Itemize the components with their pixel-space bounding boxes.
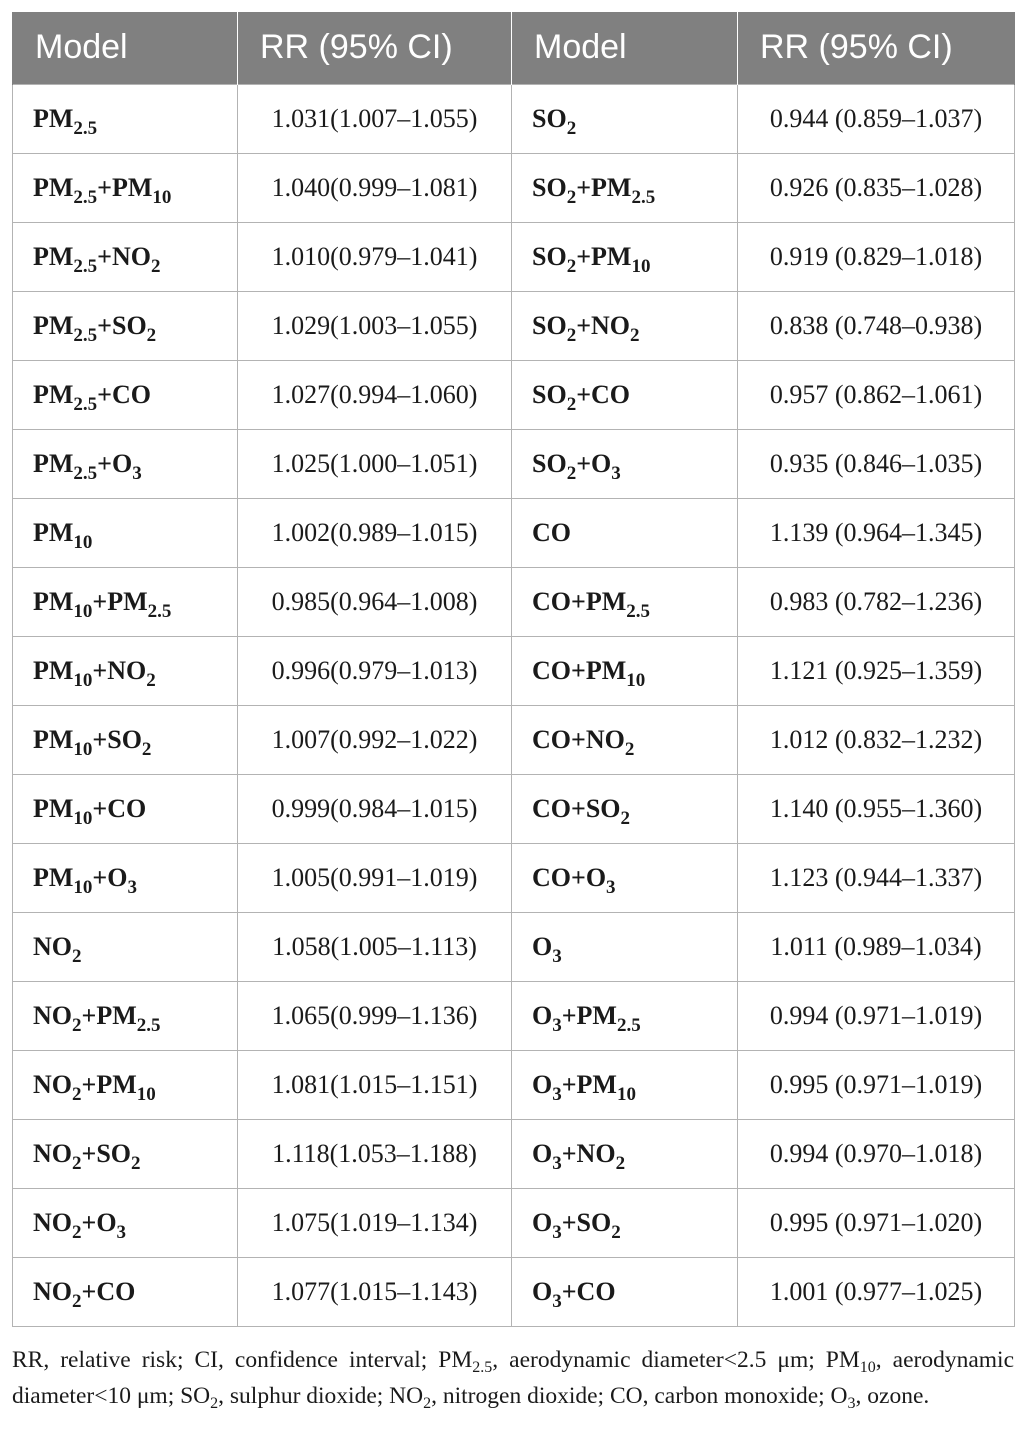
- formula-subscript: 3: [606, 876, 616, 898]
- header-rr-left: RR (95% CI): [238, 12, 512, 84]
- table-row: [13, 981, 1015, 1050]
- model-cell-left: [13, 981, 238, 1050]
- formula-subscript: 2: [611, 1221, 621, 1243]
- formula-subscript: 2.5: [73, 117, 98, 139]
- formula-subscript: 3: [611, 462, 621, 484]
- formula-text: SO: [532, 241, 567, 271]
- formula-subscript: 3: [552, 1014, 562, 1036]
- model-cell-left: [13, 84, 238, 153]
- formula-subscript: 3: [132, 462, 142, 484]
- formula-subscript: 3: [552, 1290, 562, 1312]
- rr-cell-right: 0.995 (0.971–1.020): [738, 1188, 1015, 1257]
- formula-text: +SO: [97, 310, 147, 340]
- formula-subscript: 10: [73, 600, 93, 622]
- rr-cell-right: 0.838 (0.748–0.938): [738, 291, 1015, 360]
- formula-subscript: 2.5: [136, 1014, 161, 1036]
- formula-subscript: 10: [626, 669, 646, 691]
- formula-text: +NO: [561, 1138, 616, 1168]
- model-cell-right: [512, 153, 738, 222]
- model-cell-left: [13, 498, 238, 567]
- model-cell-left: [13, 1188, 238, 1257]
- model-cell-right: [512, 1257, 738, 1326]
- table-row: [13, 636, 1015, 705]
- formula-text: CO+PM: [532, 586, 627, 616]
- formula-text: PM: [33, 655, 74, 685]
- formula-text: +NO: [97, 241, 151, 271]
- formula-subscript: 10: [859, 1359, 876, 1376]
- formula-text: PM: [33, 517, 74, 547]
- formula-text: NO: [33, 931, 72, 961]
- formula-subscript: 2.5: [73, 462, 98, 484]
- formula-subscript: 2: [615, 1152, 626, 1174]
- formula-subscript: 2: [210, 1395, 219, 1412]
- header-rr-right: RR (95% CI): [738, 12, 1015, 84]
- formula-text: +PM: [561, 1000, 617, 1030]
- rr-cell-right: 1.012 (0.832–1.232): [738, 705, 1015, 774]
- formula-text: PM: [33, 724, 74, 754]
- formula-text: NO: [33, 1207, 72, 1237]
- rr-cell-right: 0.983 (0.782–1.236): [738, 567, 1015, 636]
- formula-subscript: 3: [552, 1152, 562, 1174]
- rr-cell-left: 1.058(1.005–1.113): [238, 912, 512, 981]
- formula-subscript: 2: [72, 1083, 82, 1105]
- formula-text: NO: [33, 1138, 72, 1168]
- model-cell-left: [13, 774, 238, 843]
- formula-subscript: 2: [72, 945, 82, 967]
- formula-subscript: 2.5: [472, 1359, 493, 1376]
- table-row: [13, 291, 1015, 360]
- header-row: [13, 12, 1015, 84]
- formula-subscript: 10: [136, 1083, 156, 1105]
- formula-text: , ozone.: [855, 1383, 930, 1409]
- table-row: [13, 705, 1015, 774]
- formula-text: O: [532, 931, 553, 961]
- formula-text: NO: [33, 1276, 72, 1306]
- formula-text: +CO: [81, 1276, 136, 1306]
- formula-subscript: 3: [552, 1221, 562, 1243]
- formula-text: O: [532, 1069, 553, 1099]
- model-cell-right: [512, 912, 738, 981]
- formula-text: SO: [532, 103, 567, 133]
- formula-text: PM: [33, 379, 74, 409]
- rr-cell-left: 1.075(1.019–1.134): [238, 1188, 512, 1257]
- formula-text: +PM: [561, 1069, 617, 1099]
- formula-text: +O: [92, 862, 128, 892]
- formula-subscript: 2.5: [631, 186, 656, 208]
- table-row: [13, 222, 1015, 291]
- formula-subscript: 2: [566, 117, 577, 139]
- model-cell-right: [512, 1050, 738, 1119]
- formula-text: CO+NO: [532, 724, 625, 754]
- model-cell-right: [512, 774, 738, 843]
- rr-cell-right: 0.919 (0.829–1.018): [738, 222, 1015, 291]
- table-footnote: [12, 1342, 1014, 1414]
- model-cell-right: [512, 222, 738, 291]
- formula-subscript: 3: [116, 1221, 127, 1243]
- formula-text: NO: [33, 1069, 72, 1099]
- formula-subscript: 2: [566, 462, 577, 484]
- formula-subscript: 3: [552, 1083, 562, 1105]
- formula-subscript: 2: [566, 186, 577, 208]
- model-cell-left: [13, 222, 238, 291]
- formula-subscript: 2: [72, 1014, 82, 1036]
- formula-subscript: 10: [73, 669, 93, 691]
- model-cell-left: [13, 705, 238, 774]
- formula-text: , sulphur dioxide; NO: [218, 1383, 424, 1409]
- formula-text: +CO: [92, 793, 147, 823]
- model-cell-right: [512, 498, 738, 567]
- rr-cell-left: 1.118(1.053–1.188): [238, 1119, 512, 1188]
- table-header: [13, 12, 1015, 84]
- formula-text: O: [532, 1000, 553, 1030]
- rr-cell-right: 0.957 (0.862–1.061): [738, 360, 1015, 429]
- table-row: [13, 153, 1015, 222]
- formula-text: SO: [532, 448, 567, 478]
- rr-cell-left: 1.077(1.015–1.143): [238, 1257, 512, 1326]
- formula-subscript: 2: [423, 1395, 432, 1412]
- table-row: [13, 84, 1015, 153]
- formula-text: +SO: [561, 1207, 612, 1237]
- model-cell-left: [13, 1119, 238, 1188]
- model-cell-right: [512, 981, 738, 1050]
- formula-text: +NO: [92, 655, 147, 685]
- formula-text: SO: [532, 310, 567, 340]
- table-row: [13, 360, 1015, 429]
- table-row: [13, 843, 1015, 912]
- formula-text: +CO: [97, 379, 151, 409]
- rr-cell-right: 0.926 (0.835–1.028): [738, 153, 1015, 222]
- formula-text: +PM: [576, 241, 632, 271]
- formula-text: +PM: [576, 172, 632, 202]
- formula-text: O: [532, 1138, 553, 1168]
- formula-text: PM: [33, 586, 74, 616]
- model-cell-right: [512, 636, 738, 705]
- rr-cell-left: 0.999(0.984–1.015): [238, 774, 512, 843]
- formula-subscript: 2.5: [616, 1014, 641, 1036]
- formula-text: CO+O: [532, 862, 607, 892]
- rr-cell-right: 0.944 (0.859–1.037): [738, 84, 1015, 153]
- formula-subscript: 2: [624, 738, 635, 760]
- model-cell-right: [512, 567, 738, 636]
- formula-text: SO: [532, 172, 567, 202]
- formula-text: +CO: [576, 379, 631, 409]
- model-cell-left: [13, 429, 238, 498]
- table-row: [13, 912, 1015, 981]
- formula-subscript: 10: [631, 255, 651, 277]
- formula-subscript: 2: [72, 1290, 82, 1312]
- formula-text: +SO: [92, 724, 142, 754]
- formula-text: +PM: [97, 172, 153, 202]
- formula-text: +O: [81, 1207, 117, 1237]
- rr-cell-left: 0.996(0.979–1.013): [238, 636, 512, 705]
- formula-subscript: 10: [73, 876, 93, 898]
- formula-subscript: 10: [73, 738, 93, 760]
- table-row: [13, 429, 1015, 498]
- results-table-container: [12, 12, 1014, 1327]
- model-cell-right: [512, 705, 738, 774]
- formula-subscript: 2.5: [73, 324, 98, 346]
- formula-subscript: 2: [620, 807, 630, 829]
- formula-text: PM: [33, 862, 74, 892]
- rr-cell-left: 1.081(1.015–1.151): [238, 1050, 512, 1119]
- rr-cell-right: 0.994 (0.971–1.019): [738, 981, 1015, 1050]
- formula-text: PM: [33, 172, 74, 202]
- formula-text: PM: [33, 793, 74, 823]
- rr-cell-left: 1.005(0.991–1.019): [238, 843, 512, 912]
- formula-text: , nitrogen dioxide; CO, carbon monoxide; O: [431, 1383, 848, 1409]
- formula-subscript: 2: [146, 669, 156, 691]
- formula-text: +O: [576, 448, 612, 478]
- formula-text: PM: [33, 241, 74, 271]
- formula-subscript: 2.5: [626, 600, 650, 622]
- rr-cell-left: 0.985(0.964–1.008): [238, 567, 512, 636]
- model-cell-left: [13, 1050, 238, 1119]
- formula-text: CO: [532, 517, 571, 547]
- rr-cell-right: 1.121 (0.925–1.359): [738, 636, 1015, 705]
- formula-text: PM: [33, 103, 74, 133]
- header-model-left: Model: [13, 12, 238, 84]
- rr-cell-right: 0.935 (0.846–1.035): [738, 429, 1015, 498]
- rr-cell-right: 1.011 (0.989–1.034): [738, 912, 1015, 981]
- formula-text: +PM: [81, 1069, 137, 1099]
- rr-cell-left: 1.002(0.989–1.015): [238, 498, 512, 567]
- formula-subscript: 2: [630, 324, 640, 346]
- model-cell-right: [512, 1119, 738, 1188]
- rr-cell-right: 1.139 (0.964–1.345): [738, 498, 1015, 567]
- formula-subscript: 2: [146, 324, 157, 346]
- table-row: [13, 1050, 1015, 1119]
- model-cell-left: [13, 912, 238, 981]
- model-cell-right: [512, 291, 738, 360]
- formula-subscript: 10: [152, 186, 172, 208]
- rr-cell-left: 1.065(0.999–1.136): [238, 981, 512, 1050]
- formula-subscript: 2.5: [73, 393, 98, 415]
- model-cell-right: [512, 1188, 738, 1257]
- header-model-right: Model: [512, 12, 738, 84]
- rr-cell-left: 1.029(1.003–1.055): [238, 291, 512, 360]
- formula-text: +NO: [576, 310, 631, 340]
- formula-text: , aerodynamic diameter<10 μm; SO: [12, 1347, 1015, 1409]
- formula-text: PM: [33, 310, 74, 340]
- rr-cell-left: 1.010(0.979–1.041): [238, 222, 512, 291]
- formula-text: +SO: [81, 1138, 131, 1168]
- model-cell-left: [13, 1257, 238, 1326]
- rr-cell-right: 1.140 (0.955–1.360): [738, 774, 1015, 843]
- formula-text: +PM: [81, 1000, 137, 1030]
- formula-subscript: 10: [73, 807, 93, 829]
- rr-cell-right: 0.994 (0.970–1.018): [738, 1119, 1015, 1188]
- formula-subscript: 2.5: [147, 600, 172, 622]
- formula-text: PM: [33, 448, 74, 478]
- rr-cell-right: 1.001 (0.977–1.025): [738, 1257, 1015, 1326]
- formula-subscript: 10: [616, 1083, 636, 1105]
- formula-text: +CO: [561, 1276, 616, 1306]
- formula-text: NO: [33, 1000, 72, 1030]
- formula-subscript: 2: [566, 255, 577, 277]
- rr-cell-left: 1.027(0.994–1.060): [238, 360, 512, 429]
- formula-subscript: 3: [127, 876, 137, 898]
- formula-subscript: 3: [552, 945, 562, 967]
- table-body: [13, 84, 1015, 1326]
- rr-cell-right: 1.123 (0.944–1.337): [738, 843, 1015, 912]
- model-cell-left: [13, 843, 238, 912]
- rr-cell-left: 1.025(1.000–1.051): [238, 429, 512, 498]
- formula-subscript: 10: [73, 531, 93, 553]
- formula-subscript: 2: [151, 255, 161, 277]
- model-cell-left: [13, 291, 238, 360]
- formula-text: CO+PM: [532, 655, 627, 685]
- formula-subscript: 2: [566, 324, 577, 346]
- formula-subscript: 2: [141, 738, 152, 760]
- model-cell-left: [13, 567, 238, 636]
- table-row: [13, 567, 1015, 636]
- model-cell-left: [13, 360, 238, 429]
- formula-text: +PM: [92, 586, 148, 616]
- table-row: [13, 1188, 1015, 1257]
- formula-text: +O: [97, 448, 133, 478]
- formula-text: O: [532, 1276, 553, 1306]
- formula-subscript: 2: [131, 1152, 141, 1174]
- formula-text: RR, relative risk; CI, confidence interval; PM: [12, 1347, 473, 1373]
- table-row: [13, 498, 1015, 567]
- formula-text: CO+SO: [532, 793, 621, 823]
- rr-cell-right: 0.995 (0.971–1.019): [738, 1050, 1015, 1119]
- model-cell-left: [13, 636, 238, 705]
- formula-subscript: 2: [72, 1152, 82, 1174]
- formula-text: , aerodynamic diameter<2.5 μm; PM: [492, 1347, 860, 1373]
- table-row: [13, 1119, 1015, 1188]
- results-table: [12, 12, 1015, 1327]
- model-cell-right: [512, 843, 738, 912]
- formula-subscript: 3: [847, 1395, 856, 1412]
- table-row: [13, 1257, 1015, 1326]
- formula-subscript: 2.5: [73, 186, 98, 208]
- rr-cell-left: 1.040(0.999–1.081): [238, 153, 512, 222]
- formula-text: O: [532, 1207, 553, 1237]
- formula-subscript: 2.5: [73, 255, 98, 277]
- rr-cell-left: 1.007(0.992–1.022): [238, 705, 512, 774]
- formula-subscript: 2: [566, 393, 577, 415]
- table-row: [13, 774, 1015, 843]
- model-cell-right: [512, 84, 738, 153]
- model-cell-left: [13, 153, 238, 222]
- rr-cell-left: 1.031(1.007–1.055): [238, 84, 512, 153]
- model-cell-right: [512, 360, 738, 429]
- formula-subscript: 2: [72, 1221, 82, 1243]
- model-cell-right: [512, 429, 738, 498]
- formula-text: SO: [532, 379, 567, 409]
